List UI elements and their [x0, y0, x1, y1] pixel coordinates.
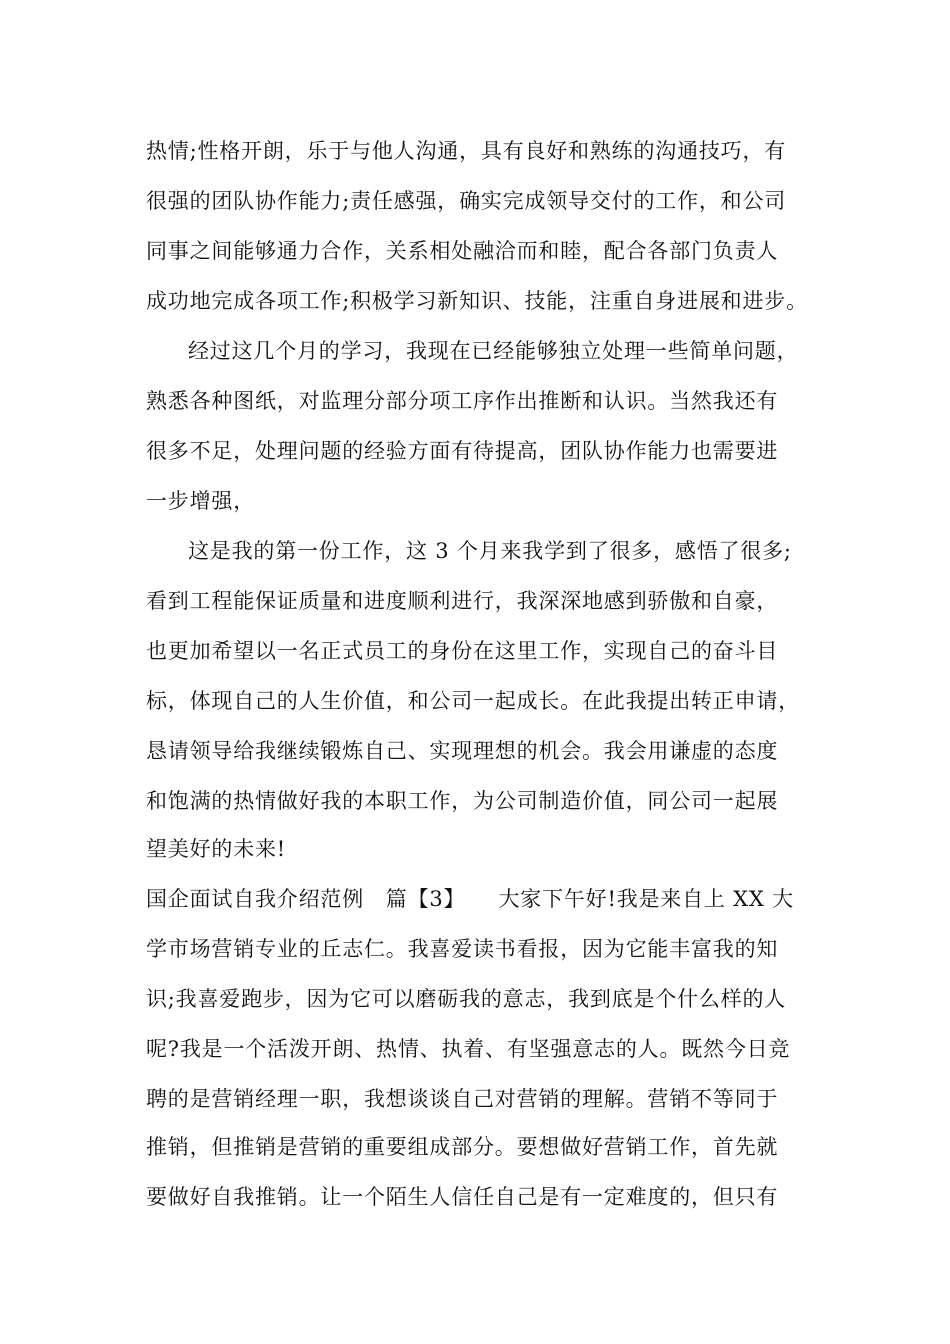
- text-line: 推销，但推销是营销的重要组成部分。要想做好营销工作，首先就: [146, 1135, 779, 1159]
- text-line: 看到工程能保证质量和进度顺利进行，我深深地感到骄傲和自豪，: [146, 589, 779, 613]
- text-line: 这是我的第一份工作，这 3 个月来我学到了很多，感悟了很多;: [188, 539, 792, 563]
- text-line: 热情;性格开朗，乐于与他人沟通，具有良好和熟练的沟通技巧，有: [146, 139, 787, 163]
- text-line: 要做好自我推销。让一个陌生人信任自己是有一定难度的，但只有: [146, 1185, 779, 1209]
- text-line: 也更加希望以一名正式员工的身份在这里工作，实现自己的奋斗目: [146, 639, 779, 663]
- text-line: 和饱满的热情做好我的本职工作，为公司制造价值，同公司一起展: [146, 789, 779, 813]
- text-line: 很强的团队协作能力;责任感强，确实完成领导交付的工作，和公司: [146, 189, 787, 213]
- text-line: 成功地完成各项工作;积极学习新知识、技能，注重自身进展和进步。: [146, 289, 808, 313]
- text-line: 一步增强，: [146, 489, 255, 513]
- section-heading-line: 国企面试自我介绍范例 篇【3】 大家下午好!我是来自上 XX 大: [146, 887, 794, 911]
- text-line: 望美好的未来!: [146, 837, 287, 861]
- text-line: 聘的是营销经理一职，我想谈谈自己对营销的理解。营销不等同于: [146, 1087, 779, 1111]
- text-line: 熟悉各种图纸，对监理分部分项工序作出推断和认识。当然我还有: [146, 389, 779, 413]
- text-line: 识;我喜爱跑步，因为它可以磨砺我的意志，我到底是个什么样的人: [146, 987, 787, 1011]
- text-line: 很多不足，处理问题的经验方面有待提高，团队协作能力也需要进: [146, 439, 779, 463]
- text-line: 经过这几个月的学习，我现在已经能够独立处理一些简单问题，: [188, 339, 799, 363]
- text-line: 呢?我是一个活泼开朗、热情、执着、有坚强意志的人。既然今日竞: [146, 1037, 791, 1061]
- text-line: 标，体现自己的人生价值，和公司一起成长。在此我提出转正申请，: [146, 689, 800, 713]
- text-line: 恳请领导给我继续锻炼自己、实现理想的机会。我会用谦虚的态度: [146, 739, 779, 763]
- text-line: 学市场营销专业的丘志仁。我喜爱读书看报，因为它能丰富我的知: [146, 937, 779, 961]
- text-line: 同事之间能够通力合作，关系相处融洽而和睦，配合各部门负责人: [146, 239, 779, 263]
